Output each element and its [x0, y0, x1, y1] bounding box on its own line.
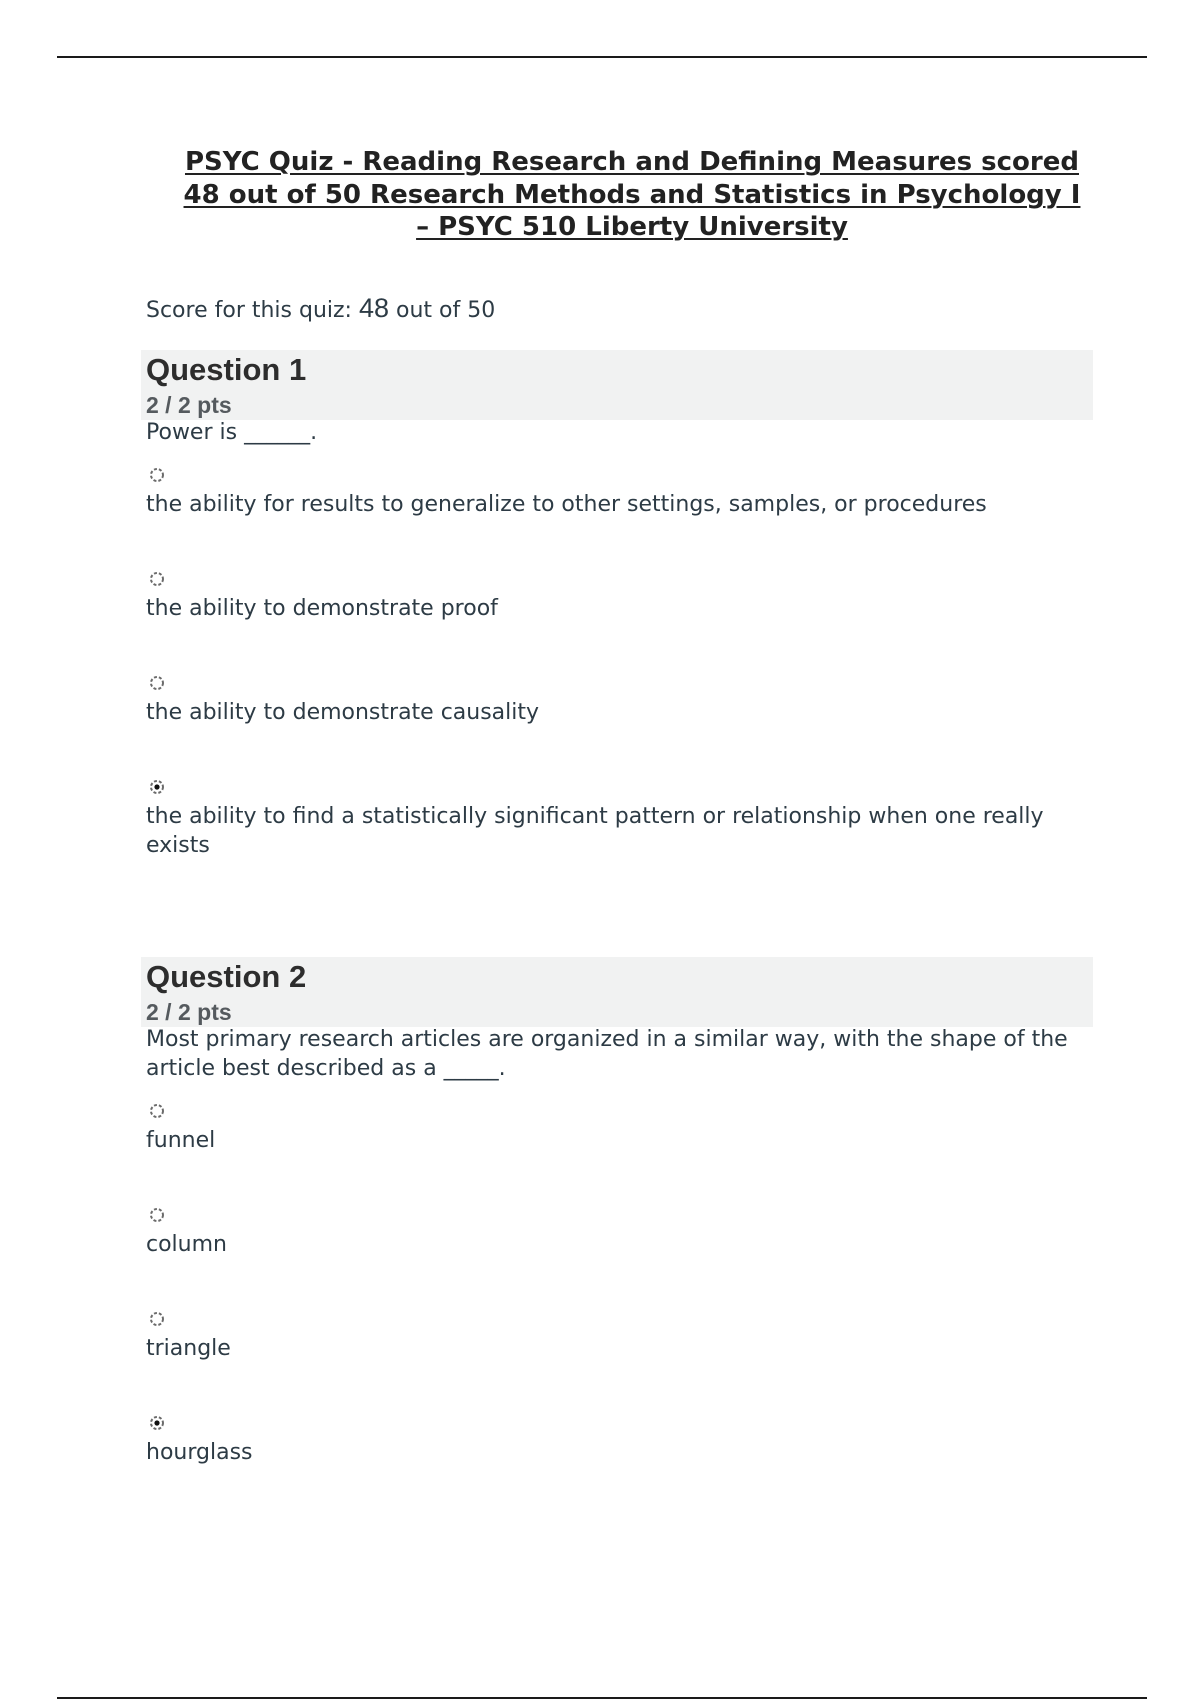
question-header — [141, 957, 1093, 1027]
question-1 — [141, 350, 1093, 860]
title-line-2: 48 out of 50 Research Methods and Statistics in Psychology I — [183, 179, 1081, 210]
document-title — [140, 146, 1124, 244]
score-label: Score for this quiz: — [146, 298, 352, 323]
title-line-1: PSYC Quiz - Reading Research and Defining Measures scored — [184, 147, 1079, 177]
answer-option-selected[interactable] — [141, 779, 1093, 860]
top-rule — [57, 56, 1147, 58]
question-points: 2 / 2 pts — [146, 392, 232, 418]
answer-option[interactable] — [141, 467, 1093, 519]
answer-option[interactable] — [141, 1311, 1093, 1363]
bottom-rule — [57, 1697, 1147, 1699]
answer-option[interactable] — [141, 675, 1093, 727]
answer-text: hourglass — [146, 1440, 253, 1465]
answer-text: triangle — [146, 1336, 231, 1361]
radio-unselected-icon[interactable] — [149, 1311, 165, 1327]
score-suffix: out of 50 — [396, 298, 496, 323]
radio-unselected-icon[interactable] — [149, 1207, 165, 1223]
question-title: Question 2 — [146, 959, 307, 994]
answer-option[interactable] — [141, 571, 1093, 623]
radio-selected-icon[interactable] — [149, 779, 165, 795]
question-2 — [141, 957, 1093, 1467]
answer-list — [141, 1103, 1093, 1467]
answer-text: the ability to demonstrate proof — [146, 596, 498, 621]
radio-unselected-icon[interactable] — [149, 571, 165, 587]
answer-text: column — [146, 1232, 227, 1257]
answer-text: the ability for results to generalize to other settings, samples, or procedures — [146, 492, 987, 517]
answer-text: the ability to demonstrate causality — [146, 700, 540, 725]
title-line-3: – PSYC 510 Liberty University — [416, 212, 848, 242]
radio-unselected-icon[interactable] — [149, 467, 165, 483]
question-header — [141, 350, 1093, 420]
answer-list — [141, 467, 1093, 860]
question-title: Question 1 — [146, 352, 307, 387]
score-value: 48 — [358, 293, 390, 323]
radio-unselected-icon[interactable] — [149, 675, 165, 691]
answer-option[interactable] — [141, 1207, 1093, 1259]
quiz-score — [146, 293, 495, 324]
answer-option[interactable] — [141, 1103, 1093, 1155]
question-prompt: Most primary research articles are organized in a similar way, with the shape of the article best described as a _____. — [146, 1027, 1068, 1081]
question-points: 2 / 2 pts — [146, 999, 232, 1025]
answer-option-selected[interactable] — [141, 1415, 1093, 1467]
radio-unselected-icon[interactable] — [149, 1103, 165, 1119]
answer-text: the ability to find a statistically significant pattern or relationship when one really exists — [146, 804, 1044, 858]
radio-selected-icon[interactable] — [149, 1415, 165, 1431]
answer-text: funnel — [146, 1128, 216, 1153]
question-prompt: Power is ______. — [146, 420, 318, 445]
